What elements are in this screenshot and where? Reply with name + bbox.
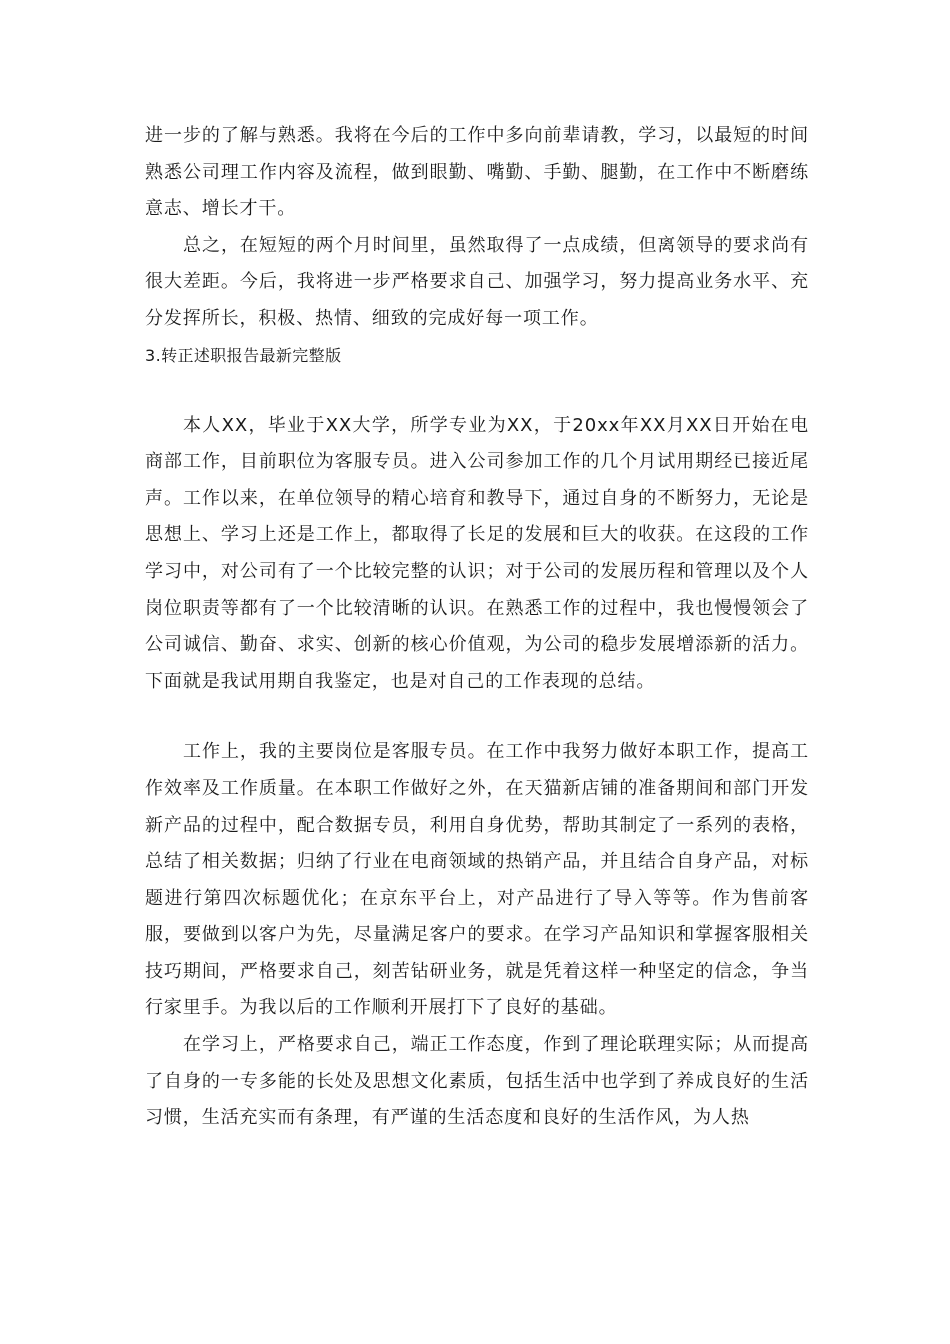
paragraph-summary: 总之，在短短的两个月时间里，虽然取得了一点成绩，但离领导的要求尚有很大差距。今后，我将进一步严格要求自己、加强学习，努力提高业务水平、充分发挥所长，积极、热情、细致的完成好每一项工作。	[145, 234, 809, 329]
paragraph-introduction: 本人XX，毕业于XX大学，所学专业为XX，于20xx年XX月XX日开始在电商部工作，目前职位为客服专员。进入公司参加工作的几个月试用期经已接近尾声。工作以来，在单位领导的精心培育和教导下，通过自身的不断努力，无论是思想上、学习上还是工作上，都取得了长足的发展和巨大的收获。在这段的工作学习中，对公司有了一个比较完整的认识；对于公司的发展历程和管理以及个人岗位职责等都有了一个比较清晰的认识。在熟悉工作的过程中，我也慢慢领会了公司诚信、勤奋、求实、创新的核心价值观，为公司的稳步发展增添新的活力。下面就是我试用期自我鉴定，也是对自己的工作表现的总结。	[145, 414, 809, 692]
paragraph-work: 工作上，我的主要岗位是客服专员。在工作中我努力做好本职工作，提高工作效率及工作质量。在本职工作做好之外，在天猫新店铺的准备期间和部门开发新产品的过程中，配合数据专员，利用自身优势，帮助其制定了一系列的表格，总结了相关数据；归纳了行业在电商领域的热销产品，并且结合自身产品，对标题进行第四次标题优化；在京东平台上，对产品进行了导入等等。作为售前客服，要做到以客户为先，尽量满足客户的要求。在学习产品知识和掌握客服相关技巧期间，严格要求自己，刻苦钻研业务，就是凭着这样一种坚定的信念，争当行家里手。为我以后的工作顺利开展打下了良好的基础。	[145, 741, 809, 1019]
section-heading: 3.转正述职报告最新完整版	[145, 345, 342, 365]
document-body	[145, 118, 809, 1137]
paragraph-familiarize: 进一步的了解与熟悉。我将在今后的工作中多向前辈请教，学习，以最短的时间熟悉公司理工作内容及流程，做到眼勤、嘴勤、手勤、腿勤，在工作中不断磨练意志、增长才干。	[145, 125, 809, 220]
paragraph-study: 在学习上，严格要求自己，端正工作态度，作到了理论联理实际；从而提高了自身的一专多能的长处及思想文化素质，包括生活中也学到了养成良好的生活习惯，生活充实而有条理，有严谨的生活态度和良好的生活作风，为人热	[145, 1034, 809, 1129]
